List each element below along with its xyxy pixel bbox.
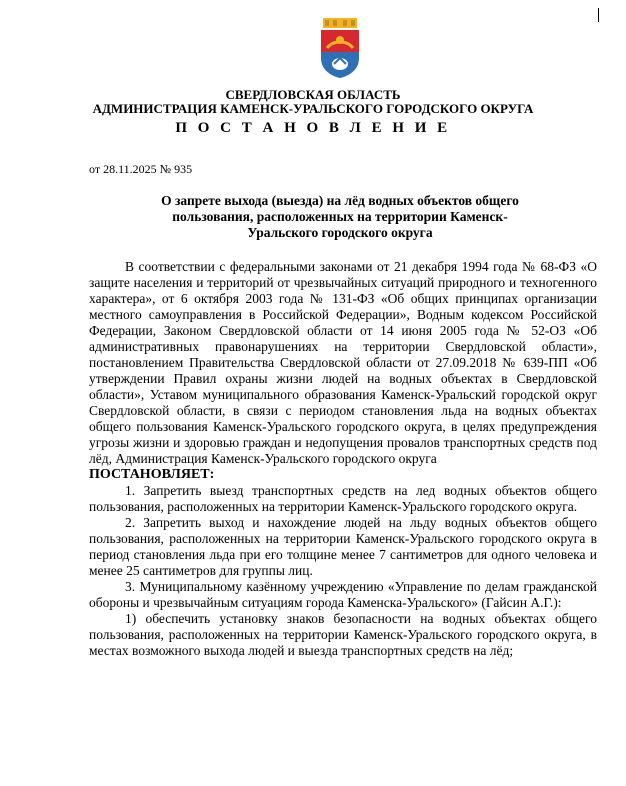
document-number: от 28.11.2025 № 935 [89,162,193,176]
header-region: СВЕРДЛОВСКАЯ ОБЛАСТЬ [225,87,401,102]
header-doc-type: П О С Т А Н О В Л Е Н И Е [175,120,451,136]
item-paragraph: 2. Запретить выход и нахождение людей на льду водных объектов общего пользования, расположенных на территории Каменск-Уральского городского округа в период становления льда при его толщине менее 7 сантиметров для одного человека и менее 25 сантиметров для группы лиц. [89,515,597,578]
item-paragraph: 1. Запретить выезд транспортных средств на лед водных объектов общего пользования, расположенных на территории Каменск-Уральского городского округа. [89,483,597,514]
item-paragraph: 3. Муниципальному казённому учреждению «Управление по делам гражданской обороны и чрезвычайным ситуациям города Каменска-Уральского» (Гайсин А.Г.): [89,579,597,610]
document-body [89,259,597,659]
preamble-paragraph: В соответствии с федеральными законами от 21 декабря 1994 года № 68-ФЗ «О защите населения и территорий от чрезвычайных ситуаций природного и техногенного характера», от 6 октября 2003 года № 131-ФЗ «Об общих принципах организации местного самоуправления в Российской Федерации», Водным кодексом Российской Федерации, Законом Свердловской области от 14 июня 2005 года № 52-ОЗ «Об административных правонарушениях на территории Свердловской области», постановлением Правительства Свердловской области от 27.09.2018 № 639-ПП «Об утверждении Правил охраны жизни людей на водных объектах в Свердловской области», Уставом муниципального образования Каменск-Уральский городской округ Свердловской области, в связи с периодом становления льда на водных объектах общего пользования Каменск-Уральского городского округа, в целях предупреждения угрозы жизни и здоровью граждан и недопущения провалов транспортных средств под лёд, Администрация Каменск-Уральского городского округа [89,259,597,466]
header-administration: АДМИНИСТРАЦИЯ КАМЕНСК-УРАЛЬСКОГО ГОРОДСКОГО ОКРУГА [92,101,534,116]
text-cursor [598,8,599,22]
decree-heading: ПОСТАНОВЛЯЕТ: [89,467,215,482]
item-paragraph: 1) обеспечить установку знаков безопасности на водных объектах общего пользования, расположенных на территории Каменск-Уральского городского округа, в местах возможного выхода людей и выезда транспортных средств на лёд; [89,611,597,658]
document-title: О запрете выхода (выезда) на лёд водных объектов общего пользования, расположенных на территории Каменск-Уральского городского округа [161,193,519,240]
coat-of-arms-emblem [319,18,361,78]
